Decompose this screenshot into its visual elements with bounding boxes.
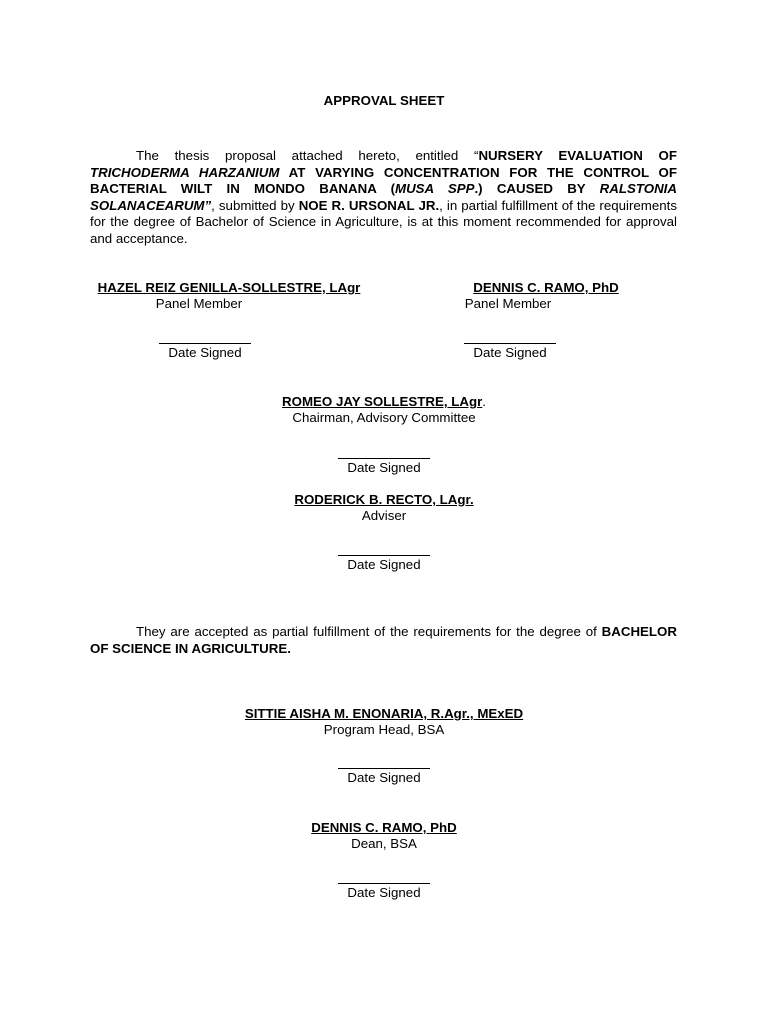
intro-text-1: The thesis proposal attached hereto, entitled “ [136,148,479,163]
signature-line [159,343,251,344]
signature-line [338,883,430,884]
acceptance-paragraph [90,624,677,657]
panel-member-right [440,280,652,296]
panel-member-right-name: DENNIS C. RAMO, PhD [473,280,619,295]
adviser-signatory [0,492,768,524]
intro-text-2: , submitted by [211,197,299,213]
chairman-role: Chairman, Advisory Committee [292,410,476,425]
panel-member-left [90,280,396,296]
degree-name: BACHELOR OF SCIENCE IN AGRICULTURE. [90,624,677,656]
thesis-title-part-3: .) CAUSED BY [474,181,600,196]
date-signed-chairman [329,458,439,476]
date-signed-program-head [329,768,439,786]
panel-member-left-role-wrap [90,296,308,312]
panel-member-right-role-wrap [408,296,608,312]
panel-member-left-role: Panel Member [155,296,243,311]
panel-member-right-role: Panel Member [464,296,552,311]
dean-signatory [0,820,768,852]
date-signed-label: Date Signed [347,770,421,785]
date-signed-dean [329,883,439,901]
date-signed-label: Date Signed [473,345,547,360]
date-signed-panel-left [150,343,260,361]
intro-paragraph [90,148,677,247]
date-signed-adviser [329,555,439,573]
signature-line [338,768,430,769]
date-signed-label: Date Signed [347,885,421,900]
dean-name: DENNIS C. RAMO, PhD [311,820,457,835]
chairman-name-suffix: . [482,394,486,409]
adviser-role: Adviser [361,508,407,523]
adviser-name: RODERICK B. RECTO, LAgr. [294,492,474,507]
page-title: APPROVAL SHEET [323,93,445,108]
signature-line [464,343,556,344]
chairman-signatory [0,394,768,426]
thesis-title-species: TRICHODERMA HARZANIUM [90,164,280,180]
author-name: NOE R. URSONAL JR. [298,197,440,213]
acceptance-text: They are accepted as partial fulfillment of the requirements for the degree of [136,624,602,639]
program-head-signatory [0,706,768,738]
thesis-title-part-1: NURSERY EVALUATION OF [478,148,677,163]
date-signed-panel-right [455,343,565,361]
program-head-role: Program Head, BSA [323,722,445,737]
thesis-title-genus: MUSA SPP [395,181,475,196]
date-signed-label: Date Signed [168,345,242,360]
chairman-name: ROMEO JAY SOLLESTRE, LAgr [282,394,483,409]
intro-text-3: , in partial fulfillment of the requirements for the degree of Bachelor of Science in Agriculture, is at this moment recommended for approval and acceptance. [90,197,678,246]
panel-member-left-name: HAZEL REIZ GENILLA-SOLLESTRE, LAgr [97,280,361,295]
signature-line [338,458,430,459]
date-signed-label: Date Signed [347,460,421,475]
thesis-title-part-2: AT VARYING CONCENTRATION FOR THE CONTROL OF BACTERIAL WILT IN MONDO BANANA ( [90,164,677,196]
dean-role: Dean, BSA [351,836,417,851]
program-head-name: SITTIE AISHA M. ENONARIA, R.Agr., MExED [244,706,524,721]
date-signed-label: Date Signed [347,557,421,572]
signature-line [338,555,430,556]
thesis-title-pathogen: RALSTONIA SOLANACEARUM” [90,181,677,213]
